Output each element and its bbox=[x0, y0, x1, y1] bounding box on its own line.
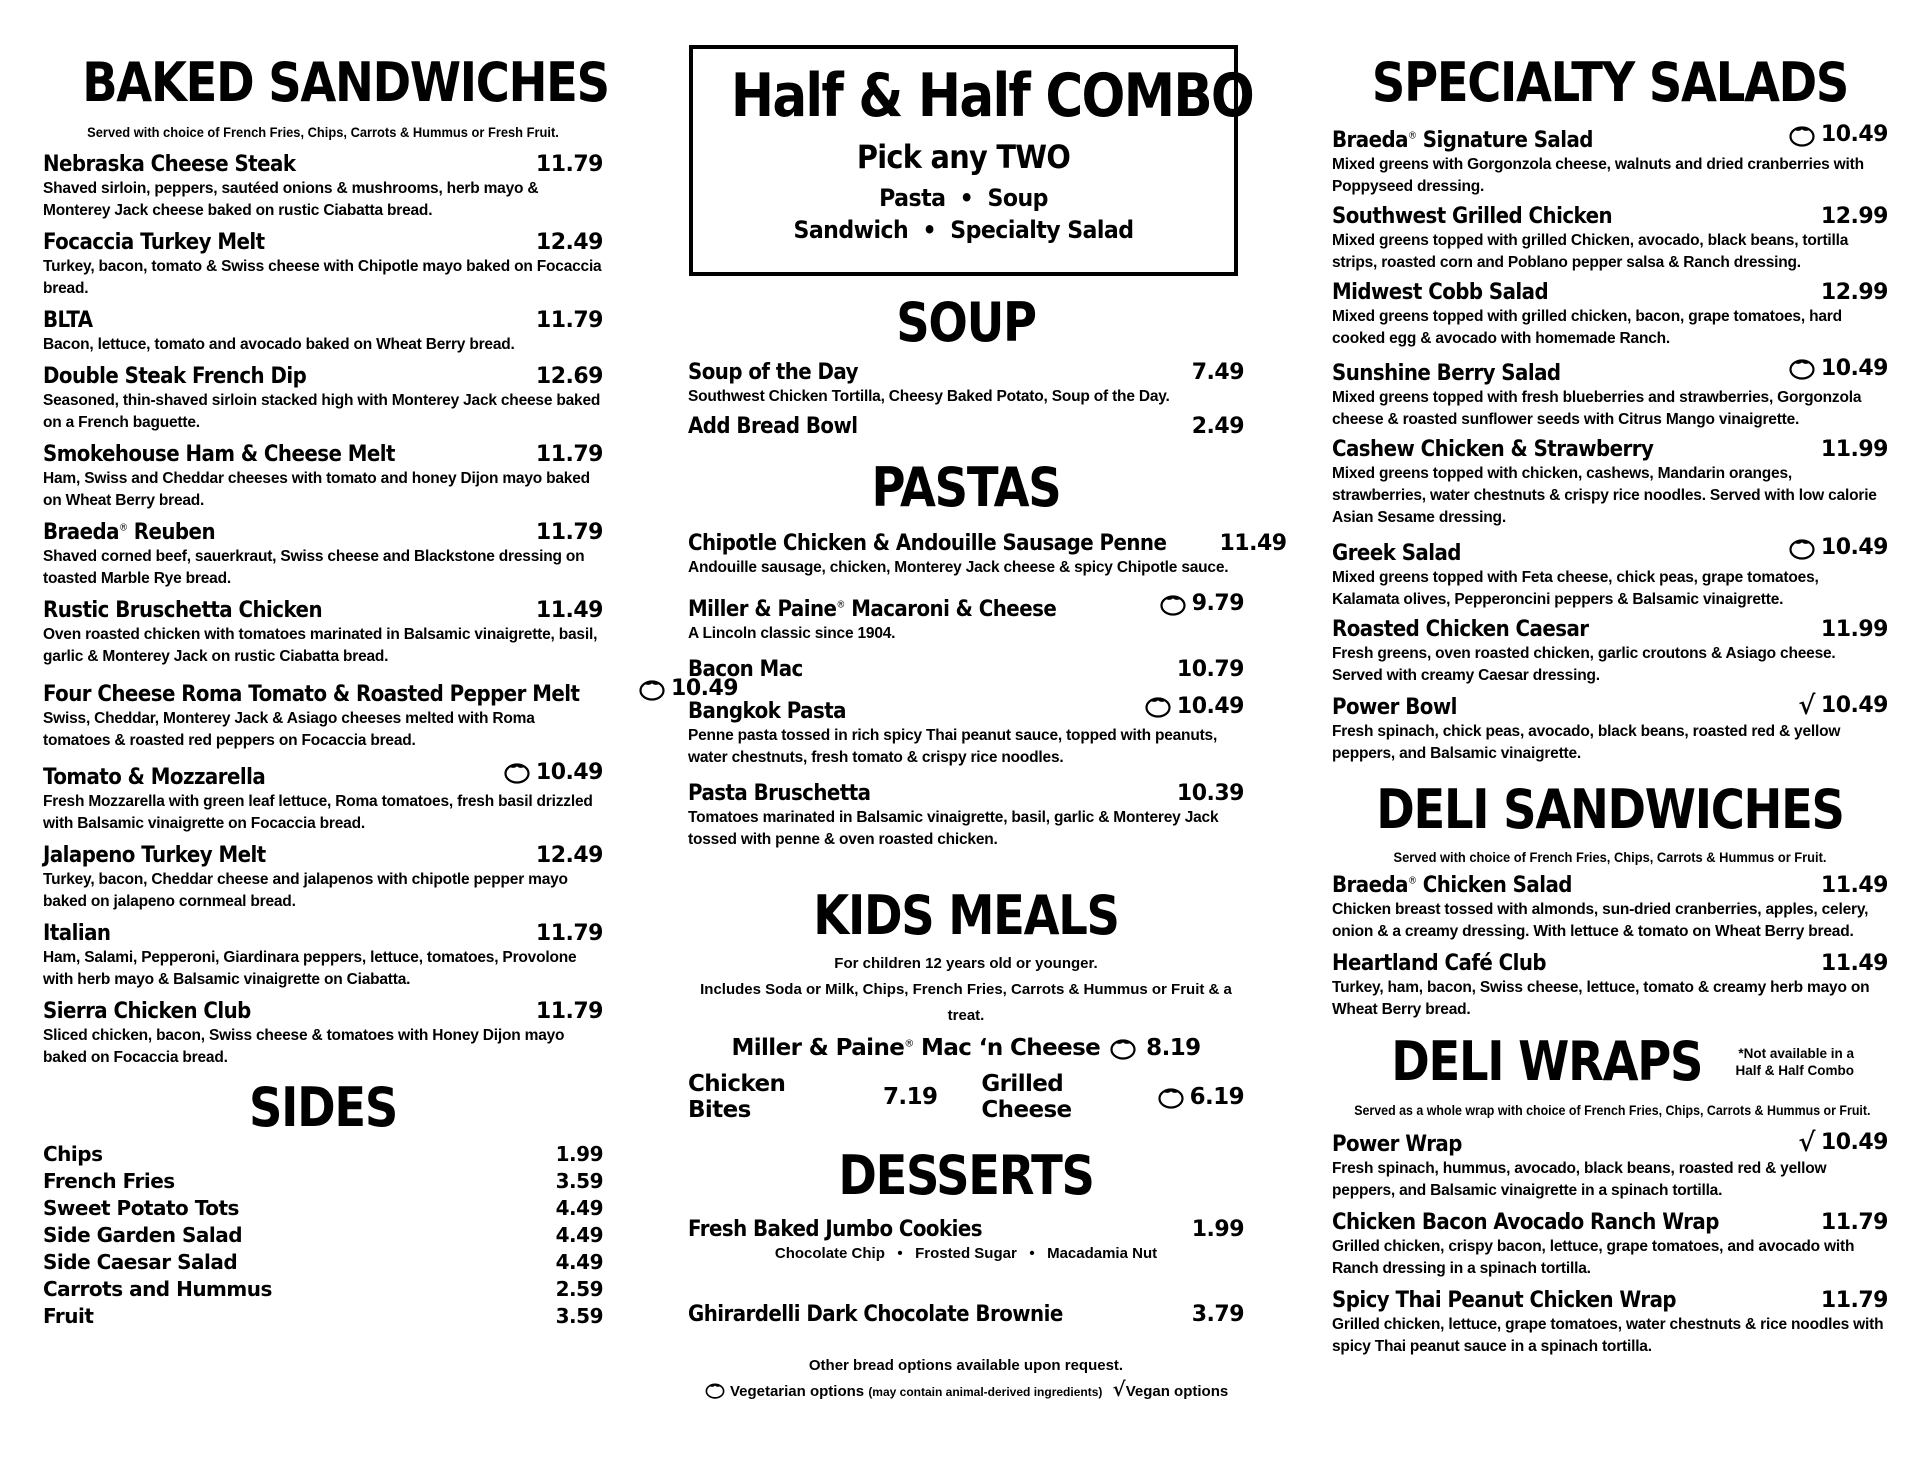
pastas-list bbox=[688, 531, 1287, 851]
kids-bites-name: Chicken Bites bbox=[688, 1071, 786, 1123]
menu-item bbox=[43, 442, 603, 512]
kids-bites-grilled-row bbox=[688, 1071, 1244, 1123]
item-description: Fresh spinach, chick peas, avocado, black beans, roasted red & yellow peppers, and Balsamic vinaigrette. bbox=[1332, 722, 1841, 762]
item-price-group bbox=[1821, 204, 1888, 229]
menu-item bbox=[1332, 280, 1888, 350]
item-price-group bbox=[1145, 694, 1244, 719]
item-description: Grilled chicken, crispy bacon, lettuce, grape tomatoes, and avocado with Ranch dressing in a spinach tortilla. bbox=[1332, 1237, 1855, 1277]
vegetarian-tomato-icon bbox=[1145, 694, 1171, 718]
item-price: 3.79 bbox=[1191, 1302, 1244, 1327]
item-description: Ham, Swiss and Cheddar cheeses with tomato and honey Dijon mayo baked on Wheat Berry bread. bbox=[43, 470, 590, 509]
item-price: 9.79 bbox=[1191, 591, 1244, 616]
vegetarian-tomato-icon bbox=[1110, 1036, 1136, 1060]
vegetarian-tomato-icon bbox=[1789, 356, 1815, 380]
sides-list bbox=[43, 1141, 603, 1330]
item-price-group bbox=[1798, 1127, 1888, 1158]
half-and-half-combo-box bbox=[689, 45, 1254, 276]
menu-item bbox=[1332, 122, 1888, 198]
menu-item-brownie bbox=[688, 1302, 1244, 1327]
item-price-group bbox=[536, 442, 603, 467]
item-price: 10.49 bbox=[1820, 535, 1888, 560]
menu-item bbox=[1332, 1127, 1888, 1202]
menu-item bbox=[43, 598, 603, 668]
item-name: Add Bread Bowl bbox=[688, 414, 858, 439]
item-price: 11.99 bbox=[1820, 616, 1888, 642]
item-price-group bbox=[536, 843, 603, 868]
item-price: 12.49 bbox=[535, 843, 603, 868]
menu-item bbox=[1332, 1210, 1888, 1280]
menu-item bbox=[688, 414, 1244, 439]
item-price: 11.49 bbox=[1219, 531, 1287, 556]
item-price: 12.99 bbox=[1820, 279, 1888, 305]
side-item bbox=[43, 1168, 603, 1195]
item-name: Braeda® Signature Salad bbox=[1332, 127, 1593, 153]
item-name: Chipotle Chicken & Andouille Sausage Penne bbox=[688, 531, 1167, 556]
item-price-group bbox=[1821, 437, 1888, 462]
menu-item bbox=[1332, 204, 1888, 274]
item-description: Bacon, lettuce, tomato and avocado baked on Wheat Berry bread. bbox=[43, 336, 515, 353]
item-name: Sierra Chicken Club bbox=[43, 999, 251, 1024]
item-price: 10.39 bbox=[1176, 781, 1244, 806]
side-name: French Fries bbox=[43, 1169, 175, 1193]
item-name: Chicken Bacon Avocado Ranch Wrap bbox=[1332, 1209, 1719, 1235]
soup-list bbox=[688, 360, 1244, 439]
item-name: Midwest Cobb Salad bbox=[1332, 279, 1549, 305]
side-name: Side Caesar Salad bbox=[43, 1250, 238, 1274]
vegetarian-legend-label: Vegetarian options bbox=[729, 1383, 865, 1400]
menu-item bbox=[43, 308, 603, 356]
vegetarian-tomato-icon bbox=[1789, 536, 1815, 560]
vegetarian-tomato-icon bbox=[504, 760, 530, 784]
kids-meals-note-age: For children 12 years old or younger. bbox=[834, 955, 1098, 972]
item-name: Ghirardelli Dark Chocolate Brownie bbox=[688, 1302, 1063, 1327]
menu-item bbox=[1332, 356, 1888, 432]
menu-item bbox=[43, 230, 603, 300]
item-description: Fresh greens, oven roasted chicken, garlic croutons & Asiago cheese. Served with creamy Caesar dressing. bbox=[1332, 644, 1836, 684]
kids-meals-note-includes: Includes Soda or Milk, Chips, French Fries, Carrots & Hummus or Fruit & a treat. bbox=[700, 981, 1232, 1024]
item-price: 7.49 bbox=[1191, 360, 1244, 385]
vegan-check-icon: √ bbox=[1798, 690, 1815, 721]
deli-wraps-availability-note: *Not available in a Half & Half Combo bbox=[1735, 1045, 1854, 1078]
item-name: Braeda® Reuben bbox=[43, 520, 216, 545]
item-name: Fresh Baked Jumbo Cookies bbox=[688, 1217, 982, 1242]
item-price-group bbox=[1789, 122, 1888, 147]
item-name: Bacon Mac bbox=[688, 656, 803, 682]
item-price-group bbox=[1821, 280, 1888, 305]
item-description: Sliced chicken, bacon, Swiss cheese & tomatoes with Honey Dijon mayo baked on Focaccia bread. bbox=[43, 1027, 565, 1066]
kids-grilled-name: Grilled Cheese bbox=[981, 1071, 1072, 1123]
side-price: 2.59 bbox=[555, 1277, 603, 1301]
baked-sandwiches-note: Served with choice of French Fries, Chips, Carrots & Hummus or Fresh Fruit. bbox=[87, 124, 559, 140]
item-price-group bbox=[536, 921, 603, 946]
item-description: Mixed greens topped with chicken, cashews, Mandarin oranges, strawberries, water chestnuts & crispy rice noodles. Served with low calorie Asian Sesame dressing. bbox=[1332, 465, 1877, 526]
side-name: Fruit bbox=[43, 1304, 94, 1328]
combo-title: Half & Half COMBO bbox=[730, 61, 1254, 131]
item-price-group bbox=[536, 230, 603, 255]
bread-options-note: Other bread options available upon request. bbox=[808, 1357, 1124, 1374]
side-price: 4.49 bbox=[555, 1196, 603, 1220]
item-price: 11.49 bbox=[1820, 872, 1888, 898]
item-price: 10.49 bbox=[535, 759, 603, 785]
item-description: Fresh spinach, hummus, avocado, black beans, roasted red & yellow peppers, and Balsamic vinaigrette in a spinach tortilla. bbox=[1332, 1159, 1827, 1199]
side-name: Chips bbox=[43, 1142, 103, 1166]
item-description: Turkey, bacon, Cheddar cheese and jalapenos with chipotle pepper mayo baked on jalapeno cornmeal bread. bbox=[43, 871, 568, 910]
menu-item-cookies bbox=[688, 1217, 1244, 1266]
item-name: Double Steak French Dip bbox=[43, 364, 307, 389]
baked-sandwiches-title: BAKED SANDWICHES bbox=[82, 51, 609, 114]
item-name: Focaccia Turkey Melt bbox=[43, 230, 265, 255]
menu-item bbox=[1332, 1288, 1888, 1358]
menu-item bbox=[1332, 873, 1888, 943]
menu-item bbox=[43, 364, 603, 434]
menu-item bbox=[688, 591, 1244, 645]
vegetarian-tomato-icon bbox=[1789, 123, 1815, 147]
menu-item bbox=[688, 531, 1287, 579]
specialty-salads-title: SPECIALTY SALADS bbox=[1371, 51, 1849, 114]
item-name: Power Wrap bbox=[1332, 1131, 1462, 1157]
item-name: Italian bbox=[43, 921, 111, 946]
item-name: Cashew Chicken & Strawberry bbox=[1332, 437, 1654, 462]
item-description: Turkey, bacon, tomato & Swiss cheese with Chipotle mayo baked on Focaccia bread. bbox=[43, 258, 602, 297]
side-item bbox=[43, 1141, 603, 1168]
item-price-group bbox=[536, 598, 603, 623]
menu-item bbox=[688, 781, 1244, 851]
menu-item bbox=[43, 520, 603, 590]
item-description: Shaved sirloin, peppers, sautéed onions & mushrooms, herb mayo & Monterey Jack cheese baked on rustic Ciabatta bread. bbox=[43, 180, 539, 219]
menu-item bbox=[43, 676, 739, 752]
item-description: Mixed greens topped with fresh blueberries and strawberries, Gorgonzola cheese & roasted sunflower seeds with Citrus Mango vinaigrette. bbox=[1332, 389, 1862, 428]
item-description: Andouille sausage, chicken, Monterey Jack cheese & spicy Chipotle sauce. bbox=[688, 559, 1229, 576]
dietary-legend bbox=[688, 1379, 1244, 1403]
right-column bbox=[1332, 0, 1888, 1358]
item-name: Miller & Paine® Macaroni & Cheese bbox=[688, 596, 1057, 622]
item-name: Roasted Chicken Caesar bbox=[1332, 616, 1589, 642]
item-price-group bbox=[1821, 951, 1888, 976]
item-name: Sunshine Berry Salad bbox=[1332, 361, 1561, 386]
vegan-check-icon: √ bbox=[1798, 1127, 1815, 1158]
item-description: Fresh Mozzarella with green leaf lettuce, Roma tomatoes, fresh basil drizzled with Balsamic vinaigrette on Focaccia bread. bbox=[43, 793, 593, 832]
menu-item bbox=[688, 360, 1244, 408]
item-price-group bbox=[1192, 360, 1244, 385]
item-name: Nebraska Cheese Steak bbox=[43, 152, 296, 177]
side-name: Sweet Potato Tots bbox=[43, 1196, 239, 1220]
item-description: Mixed greens topped with Feta cheese, chick peas, grape tomatoes, Kalamata olives, Pepperoncini peppers & Balsamic vinaigrette. bbox=[1332, 568, 1819, 608]
item-description: Seasoned, thin-shaved sirloin stacked high with Monterey Jack cheese baked on a French baguette. bbox=[43, 392, 601, 431]
item-description: Shaved corned beef, sauerkraut, Swiss cheese and Blackstone dressing on toasted Marble Rye bread. bbox=[43, 548, 585, 587]
item-price: 11.49 bbox=[1820, 950, 1888, 976]
deli-wraps-note: Served as a whole wrap with choice of French Fries, Chips, Carrots & Hummus or Fruit. bbox=[1354, 1102, 1871, 1118]
item-price: 12.69 bbox=[535, 364, 603, 389]
item-price: 11.79 bbox=[535, 921, 603, 946]
vegetarian-tomato-icon bbox=[704, 1381, 726, 1399]
item-price: 12.99 bbox=[1820, 203, 1888, 229]
menu-item bbox=[1332, 535, 1888, 611]
item-price: 11.49 bbox=[535, 598, 603, 623]
side-price: 1.99 bbox=[555, 1142, 603, 1166]
vegetarian-tomato-icon bbox=[639, 677, 665, 701]
side-name: Side Garden Salad bbox=[43, 1223, 243, 1247]
item-description: Mixed greens with Gorgonzola cheese, walnuts and dried cranberries with Poppyseed dressing. bbox=[1332, 155, 1864, 195]
menu-item bbox=[1332, 437, 1888, 529]
side-name: Carrots and Hummus bbox=[43, 1277, 272, 1301]
item-price-group bbox=[1821, 617, 1888, 642]
vegetarian-tomato-icon bbox=[1158, 1085, 1184, 1109]
item-price-group bbox=[1821, 873, 1888, 898]
item-description: Turkey, ham, bacon, Swiss cheese, lettuce, tomato & creamy herb mayo on Wheat Berry bread. bbox=[1332, 978, 1870, 1018]
item-description: Oven roasted chicken with tomatoes marinated in Balsamic vinaigrette, basil, garlic & Monterey Jack on rustic Ciabatta bread. bbox=[43, 626, 598, 665]
deli-sandwiches-title: DELI SANDWICHES bbox=[1376, 777, 1844, 841]
item-name: Power Bowl bbox=[1332, 694, 1457, 720]
deli-wraps-list bbox=[1332, 1127, 1888, 1358]
kids-mac-name: Miller & Paine® Mac ‘n Cheese bbox=[731, 1035, 1101, 1061]
menu-item bbox=[688, 657, 1244, 682]
item-price: 10.49 bbox=[1820, 355, 1888, 381]
soup-title: SOUP bbox=[896, 291, 1036, 354]
item-price-group bbox=[536, 520, 603, 545]
item-price-group bbox=[1177, 781, 1244, 806]
item-price: 11.79 bbox=[535, 999, 603, 1024]
item-price: 11.79 bbox=[535, 442, 603, 467]
item-price-group bbox=[1192, 414, 1244, 439]
item-price: 11.99 bbox=[1820, 437, 1888, 462]
menu-item bbox=[43, 760, 603, 836]
item-name: Soup of the Day bbox=[688, 360, 859, 385]
item-description: A Lincoln classic since 1904. bbox=[688, 624, 896, 642]
side-price: 3.59 bbox=[555, 1304, 603, 1328]
item-name: Four Cheese Roma Tomato & Roasted Pepper Melt bbox=[43, 681, 580, 707]
menu-item bbox=[1332, 690, 1888, 765]
kids-bites-price: 7.19 bbox=[883, 1084, 938, 1110]
side-price: 3.59 bbox=[555, 1169, 603, 1193]
item-price-group bbox=[1220, 531, 1287, 556]
item-price-group bbox=[1160, 591, 1244, 616]
side-item bbox=[43, 1303, 603, 1330]
deli-wraps-header bbox=[1332, 1029, 1888, 1093]
side-price: 4.49 bbox=[555, 1250, 603, 1274]
combo-options-line-1: Pasta • Soup bbox=[879, 184, 1048, 212]
item-name: Greek Salad bbox=[1332, 540, 1461, 566]
menu-item bbox=[1332, 617, 1888, 687]
item-name: Tomato & Mozzarella bbox=[43, 765, 266, 790]
item-description: Southwest Chicken Tortilla, Cheesy Baked Potato, Soup of the Day. bbox=[688, 388, 1170, 405]
item-price-group bbox=[1789, 535, 1888, 560]
kids-meals-title: KIDS MEALS bbox=[813, 884, 1119, 947]
item-price-group bbox=[536, 364, 603, 389]
item-price-group bbox=[536, 152, 603, 177]
side-item bbox=[43, 1249, 603, 1276]
item-description: Ham, Salami, Pepperoni, Giardinara peppers, lettuce, tomatoes, Provolone with herb mayo & Balsamic vinaigrette on Ciabatta. bbox=[43, 949, 577, 988]
vegan-check-icon: √ bbox=[1112, 1377, 1126, 1401]
item-description: Tomatoes marinated in Balsamic vinaigrette, basil, garlic & Monterey Jack tossed with penne & oven roasted chicken. bbox=[688, 809, 1219, 848]
item-price-group bbox=[1821, 1288, 1888, 1313]
item-price: 10.49 bbox=[1820, 693, 1888, 718]
side-item bbox=[43, 1195, 603, 1222]
specialty-salads-list bbox=[1332, 122, 1888, 765]
deli-sandwiches-note: Served with choice of French Fries, Chips, Carrots & Hummus or Fruit. bbox=[1393, 848, 1827, 865]
kids-grilled-price: 6.19 bbox=[1189, 1084, 1244, 1110]
side-item bbox=[43, 1222, 603, 1249]
item-price-group bbox=[1177, 657, 1244, 682]
deli-wraps-title: DELI WRAPS bbox=[1391, 1029, 1703, 1093]
item-description: Mixed greens topped with grilled chicken, bacon, grape tomatoes, hard cooked egg & avocado with homemade Ranch. bbox=[1332, 307, 1842, 347]
item-price: 11.79 bbox=[535, 520, 603, 545]
item-price: 10.79 bbox=[1176, 656, 1244, 682]
menu-item bbox=[1332, 951, 1888, 1021]
item-price: 11.79 bbox=[1820, 1209, 1888, 1235]
item-description: Mixed greens topped with grilled Chicken, avocado, black beans, tortilla strips, roasted corn and Poblano pepper salsa & Ranch dressing. bbox=[1332, 231, 1849, 271]
item-price: 10.49 bbox=[1176, 693, 1244, 719]
item-price: 10.49 bbox=[1820, 1130, 1888, 1155]
item-price-group bbox=[1821, 1210, 1888, 1235]
item-price: 12.49 bbox=[535, 230, 603, 255]
item-price: 2.49 bbox=[1191, 414, 1244, 439]
cookie-flavors: Chocolate Chip • Frosted Sugar • Macadamia Nut bbox=[774, 1245, 1158, 1262]
vegan-legend-label: Vegan options bbox=[1125, 1383, 1229, 1400]
item-name: Heartland Café Club bbox=[1332, 950, 1547, 976]
item-price-group bbox=[536, 999, 603, 1024]
item-name: Pasta Bruschetta bbox=[688, 781, 871, 806]
item-price: 11.79 bbox=[1820, 1287, 1888, 1313]
menu-item bbox=[688, 694, 1244, 770]
item-price: 11.79 bbox=[535, 152, 603, 177]
pastas-title: PASTAS bbox=[871, 456, 1061, 519]
kids-mac-row bbox=[688, 1035, 1244, 1061]
combo-subtitle: Pick any TWO bbox=[856, 138, 1071, 176]
menu-item bbox=[43, 843, 603, 913]
baked-sandwiches-list bbox=[43, 152, 739, 1069]
item-name: Southwest Grilled Chicken bbox=[1332, 203, 1613, 229]
vegetarian-tomato-icon bbox=[1160, 592, 1186, 616]
item-price: 1.99 bbox=[1191, 1217, 1244, 1242]
item-price: 11.79 bbox=[535, 308, 603, 333]
menu-item bbox=[43, 152, 603, 222]
item-name: Rustic Bruschetta Chicken bbox=[43, 598, 323, 623]
item-description: Grilled chicken, lettuce, grape tomatoes, water chestnuts & rice noodles with spicy Thai peanut sauce in a spinach tortilla. bbox=[1332, 1315, 1884, 1355]
menu-item bbox=[43, 921, 603, 991]
middle-column bbox=[688, 291, 1287, 1403]
item-name: Bangkok Pasta bbox=[688, 699, 846, 724]
side-item bbox=[43, 1276, 603, 1303]
kids-mac-price: 8.19 bbox=[1146, 1035, 1201, 1061]
deli-sandwiches-list bbox=[1332, 873, 1888, 1021]
sides-title: SIDES bbox=[248, 1076, 398, 1139]
item-description: Penne pasta tossed in rich spicy Thai peanut sauce, topped with peanuts, water chestnuts, fresh tomato & crispy rice noodles. bbox=[688, 727, 1218, 766]
item-name: BLTA bbox=[43, 308, 93, 333]
item-description: Chicken breast tossed with almonds, sun-dried cranberries, apples, celery, onion & a creamy dressing. With lettuce & tomato on Wheat Berry bread. bbox=[1332, 900, 1869, 940]
item-description: Swiss, Cheddar, Monterey Jack & Asiago cheeses melted with Roma tomatoes & roasted red peppers on Focaccia bread. bbox=[43, 709, 535, 749]
item-price-group bbox=[1798, 690, 1888, 721]
item-name: Spicy Thai Peanut Chicken Wrap bbox=[1332, 1287, 1677, 1313]
side-price: 4.49 bbox=[555, 1223, 603, 1247]
item-price-group bbox=[504, 760, 603, 785]
desserts-title: DESSERTS bbox=[838, 1144, 1094, 1207]
menu-item bbox=[43, 999, 603, 1069]
item-name: Jalapeno Turkey Melt bbox=[43, 843, 266, 868]
vegetarian-legend-small: (may contain animal-derived ingredients) bbox=[868, 1385, 1103, 1399]
item-price: 10.49 bbox=[1820, 122, 1888, 147]
item-name: Smokehouse Ham & Cheese Melt bbox=[43, 442, 395, 467]
item-name: Braeda® Chicken Salad bbox=[1332, 872, 1572, 898]
item-price: 10.49 bbox=[671, 676, 739, 701]
item-price-group bbox=[536, 308, 603, 333]
item-price-group bbox=[1789, 356, 1888, 381]
combo-options-line-2: Sandwich • Specialty Salad bbox=[793, 216, 1134, 244]
